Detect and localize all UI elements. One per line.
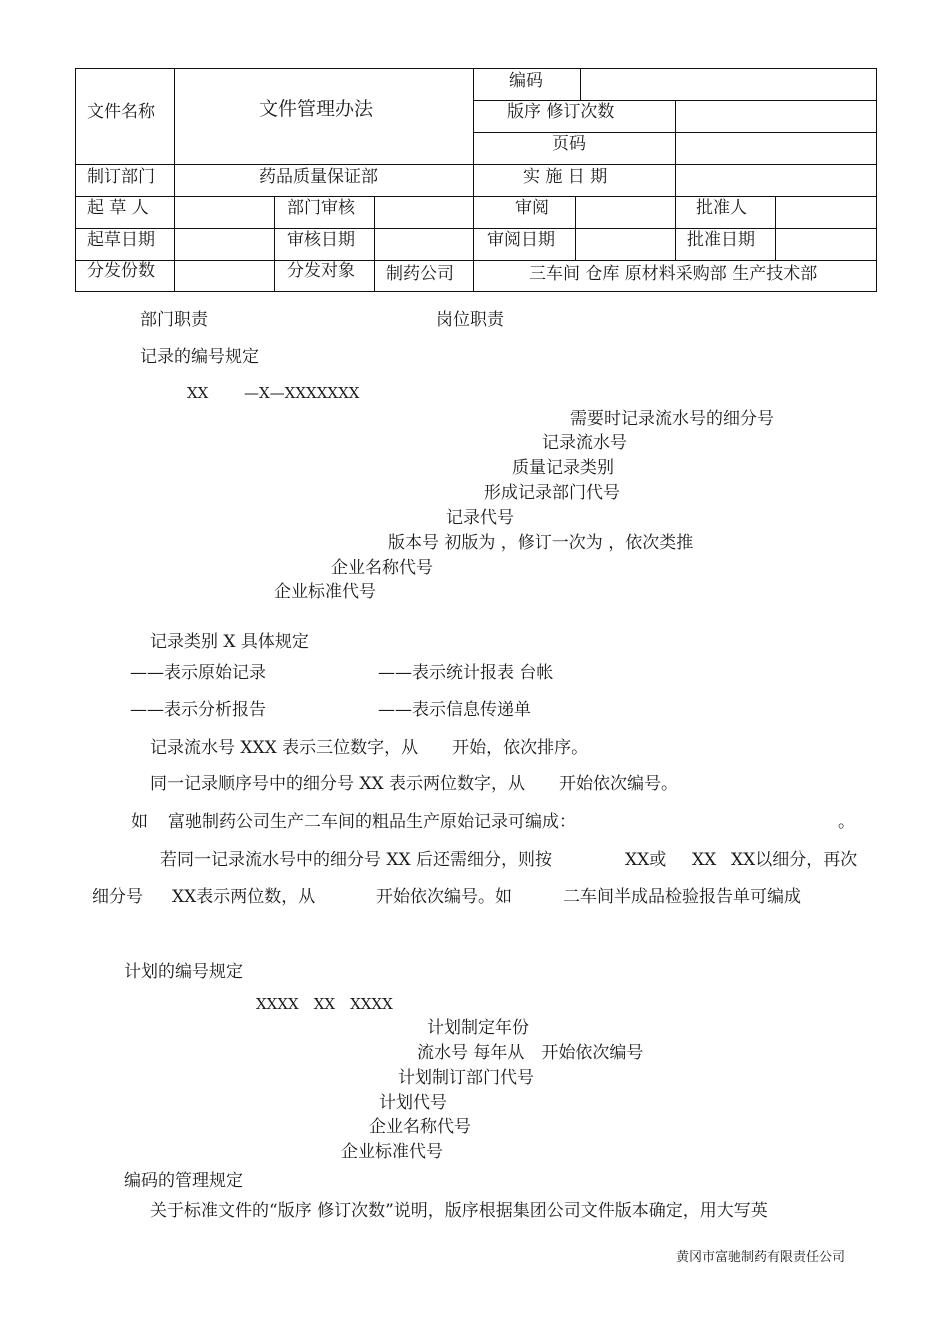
further-rule-line1-a: 若同一记录流水号中的细分号 XX 后还需细分，则按 <box>160 850 553 870</box>
approver-label: 批准人 <box>696 198 747 218</box>
code-management-text: 关于标准文件的“版序 修订次数”说明，版序根据集团公司文件版本确定，用大写英 <box>150 1201 768 1221</box>
version-label: 版序 修订次数 <box>507 102 615 122</box>
plan-legend-serial: 流水号 每年从 开始依次编号 <box>417 1043 644 1063</box>
draft-date-label: 起草日期 <box>87 230 155 250</box>
document-header-table <box>75 68 877 292</box>
example-text: 富驰制药公司生产二车间的粗品生产原始记录可编成： <box>168 812 576 832</box>
serial-rule: 记录流水号 XXX 表示三位数字，从 开始，依次排序。 <box>150 738 589 758</box>
recipients-label: 分发对象 <box>287 261 355 281</box>
code-label: 编码 <box>509 71 543 91</box>
recipient-company: 制药公司 <box>386 264 454 284</box>
category-analysis: ——表示分析报告 <box>130 700 266 720</box>
doc-name-value: 文件管理办法 <box>259 98 374 120</box>
code-management-title: 编码的管理规定 <box>124 1171 243 1191</box>
category-stats: ——表示统计报表 台帐 <box>378 663 554 683</box>
plan-numbering-title: 计划的编号规定 <box>124 962 243 982</box>
dept-duty-heading: 部门职责 <box>140 310 208 330</box>
dept-review-label: 部门审核 <box>287 198 355 218</box>
review-date-label: 审阅日期 <box>487 230 555 250</box>
recipient-list: 三车间 仓库 原材料采购部 生产技术部 <box>529 264 818 284</box>
footer-company: 黄冈市富驰制药有限责任公司 <box>676 1250 846 1265</box>
approve-date-label: 批准日期 <box>687 230 755 250</box>
further-rule-line1-b: XX或 <box>625 850 667 870</box>
effective-date-label: 实 施 日 期 <box>523 167 608 187</box>
dept-value: 药品质量保证部 <box>259 167 378 187</box>
category-raw: ——表示原始记录 <box>130 663 266 683</box>
further-rule-line2-a: 细分号 <box>92 887 143 907</box>
legend-serial: 记录流水号 <box>542 433 627 453</box>
legend-version: 版本号 初版为 ，修订一次为 ，依次类推 <box>388 533 694 553</box>
further-rule-line2-b: XX表示两位数，从 <box>172 887 316 907</box>
further-rule-line2-c: 开始依次编号。如 <box>376 887 512 907</box>
record-format: —X—XXXXXXX <box>244 384 360 402</box>
legend-category: 质量记录类别 <box>512 458 614 478</box>
audit-date-label: 审核日期 <box>287 230 355 250</box>
example-prefix: 如 <box>131 812 148 832</box>
further-rule-line2-d: 二车间半成品检验报告单可编成 <box>563 887 801 907</box>
category-info: ——表示信息传递单 <box>378 700 531 720</box>
review-label: 审阅 <box>515 198 549 218</box>
plan-legend-code: 计划代号 <box>379 1093 447 1113</box>
doc-name-label: 文件名称 <box>87 102 155 122</box>
post-duty-heading: 岗位职责 <box>436 310 504 330</box>
example-end: 。 <box>838 812 855 832</box>
sub-serial-rule: 同一记录顺序号中的细分号 XX 表示两位数字，从 开始依次编号。 <box>150 774 679 794</box>
plan-legend-year: 计划制定年份 <box>427 1018 529 1038</box>
legend-sub-serial: 需要时记录流水号的细分号 <box>570 409 774 429</box>
copies-label: 分发份数 <box>87 261 155 281</box>
plan-legend-standard: 企业标准代号 <box>341 1142 443 1162</box>
category-title: 记录类别 X 具体规定 <box>150 632 309 652</box>
plan-format: XXXX XX XXXX <box>256 995 393 1013</box>
drafter-label: 起 草 人 <box>87 198 149 218</box>
record-numbering-title: 记录的编号规定 <box>140 347 259 367</box>
legend-company-code: 企业名称代号 <box>331 558 433 578</box>
dept-label: 制订部门 <box>87 167 155 187</box>
legend-standard-code: 企业标准代号 <box>274 582 376 602</box>
legend-record-code: 记录代号 <box>446 508 514 528</box>
legend-dept-code: 形成记录部门代号 <box>484 483 620 503</box>
further-rule-line1-c: XX <box>692 850 717 870</box>
page-label: 页码 <box>552 134 586 154</box>
plan-legend-company: 企业名称代号 <box>369 1117 471 1137</box>
plan-legend-dept: 计划制订部门代号 <box>398 1068 534 1088</box>
record-format-prefix: XX <box>187 384 209 402</box>
further-rule-line1-d: XX以细分，再次 <box>731 850 858 870</box>
